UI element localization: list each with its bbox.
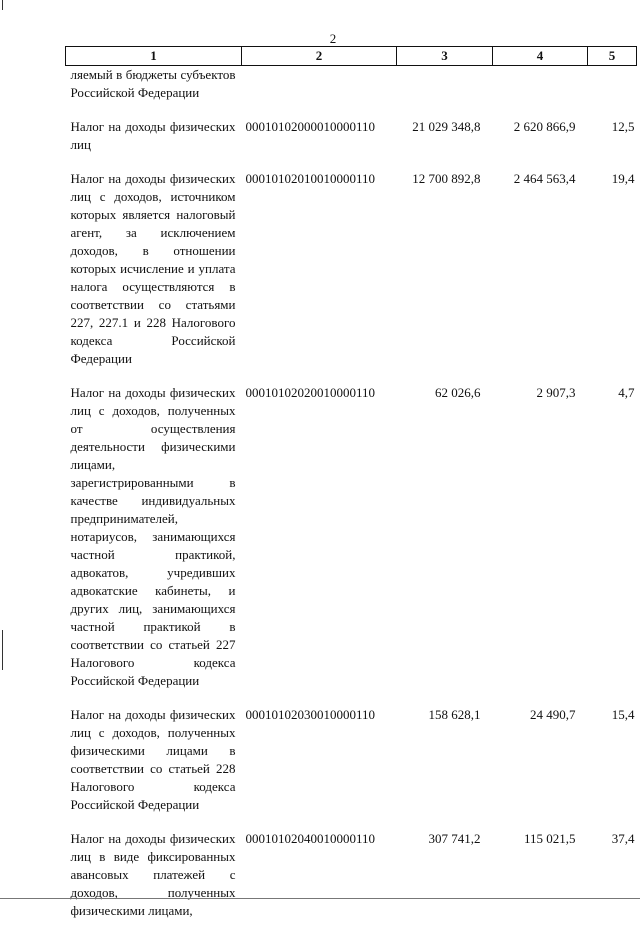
table-row (66, 118, 637, 170)
revenue-name-cell: ляемый в бюджеты субъектов Российской Федерации (70, 67, 236, 100)
column-5-value-cell: 4,7 (618, 385, 635, 400)
budget-code-cell: 00010102040010000110 (245, 831, 376, 846)
column-5-value-cell: 37,4 (611, 831, 635, 846)
column-header-4: 4 (493, 47, 588, 66)
table-row (66, 66, 637, 119)
column-4-value-cell: 2 464 563,4 (513, 171, 576, 186)
revenue-name-cell: Налог на доходы физических лиц с доходов, полученных физическими лицами в соответствии со статьей 228 Налогового кодекса Российской Федерации (70, 707, 236, 812)
budget-code-cell (242, 66, 397, 119)
revenue-name-cell: Налог на доходы физических лиц с доходов, полученных от осуществления деятельности физическими лицами, зарегистрированными в качестве индивидуальных предпринимателей, нотариусов, занимающихся частной практикой, адвокатов, учредивших адвокатские кабинеты, и других лиц, занимающихся частной практикой в соответствии со статьей 227 Налогового кодекса Российской Федерации (70, 385, 236, 688)
column-header-3: 3 (397, 47, 493, 66)
column-3-value-cell: 12 700 892,8 (412, 171, 481, 186)
column-3-value-cell: 62 026,6 (435, 385, 481, 400)
column-3-value-cell: 21 029 348,8 (412, 119, 481, 134)
column-4-value-cell: 2 620 866,9 (513, 119, 576, 134)
budget-revenue-table (65, 46, 637, 936)
margin-mark-middle (2, 630, 3, 670)
margin-mark-top (2, 0, 3, 10)
page-number: 2 (329, 31, 337, 46)
budget-code-cell: 00010102020010000110 (245, 385, 376, 400)
column-5-value-cell: 19,4 (611, 171, 635, 186)
column-5-value-cell (588, 66, 637, 119)
column-4-value-cell: 2 907,3 (536, 385, 576, 400)
column-3-value-cell: 307 741,2 (428, 831, 481, 846)
column-5-value-cell: 15,4 (611, 707, 635, 722)
revenue-name-cell: Налог на доходы физических лиц (70, 119, 236, 152)
budget-code-cell: 00010102010010000110 (245, 171, 376, 186)
column-header-2: 2 (242, 47, 397, 66)
budget-code-cell: 00010102000010000110 (245, 119, 376, 134)
column-header-1: 1 (66, 47, 242, 66)
table-row (66, 384, 637, 706)
table-header-row (66, 47, 637, 66)
column-header-5: 5 (588, 47, 637, 66)
table-row (66, 830, 637, 936)
revenue-name-cell: Налог на доходы физических лиц с доходов, источником которых является налоговый агент, за исключением доходов, в отношении которых исчисление и уплата налога осуществляются в соответствии со статьями 227, 227.1 и 228 Налогового кодекса Российской Федерации (70, 171, 236, 366)
revenue-name-cell: Налог на доходы физических лиц в виде фиксированных авансовых платежей с доходов, полученных физическими лицами, (70, 831, 236, 918)
column-5-value-cell: 12,5 (611, 119, 635, 134)
column-3-value-cell: 158 628,1 (428, 707, 481, 722)
column-3-value-cell (397, 66, 493, 119)
column-4-value-cell: 24 490,7 (530, 707, 576, 722)
column-4-value-cell (493, 66, 588, 119)
column-4-value-cell: 115 021,5 (523, 831, 576, 846)
budget-code-cell: 00010102030010000110 (245, 707, 376, 722)
table-row (66, 706, 637, 830)
table-row (66, 170, 637, 384)
bottom-rule (0, 898, 640, 899)
